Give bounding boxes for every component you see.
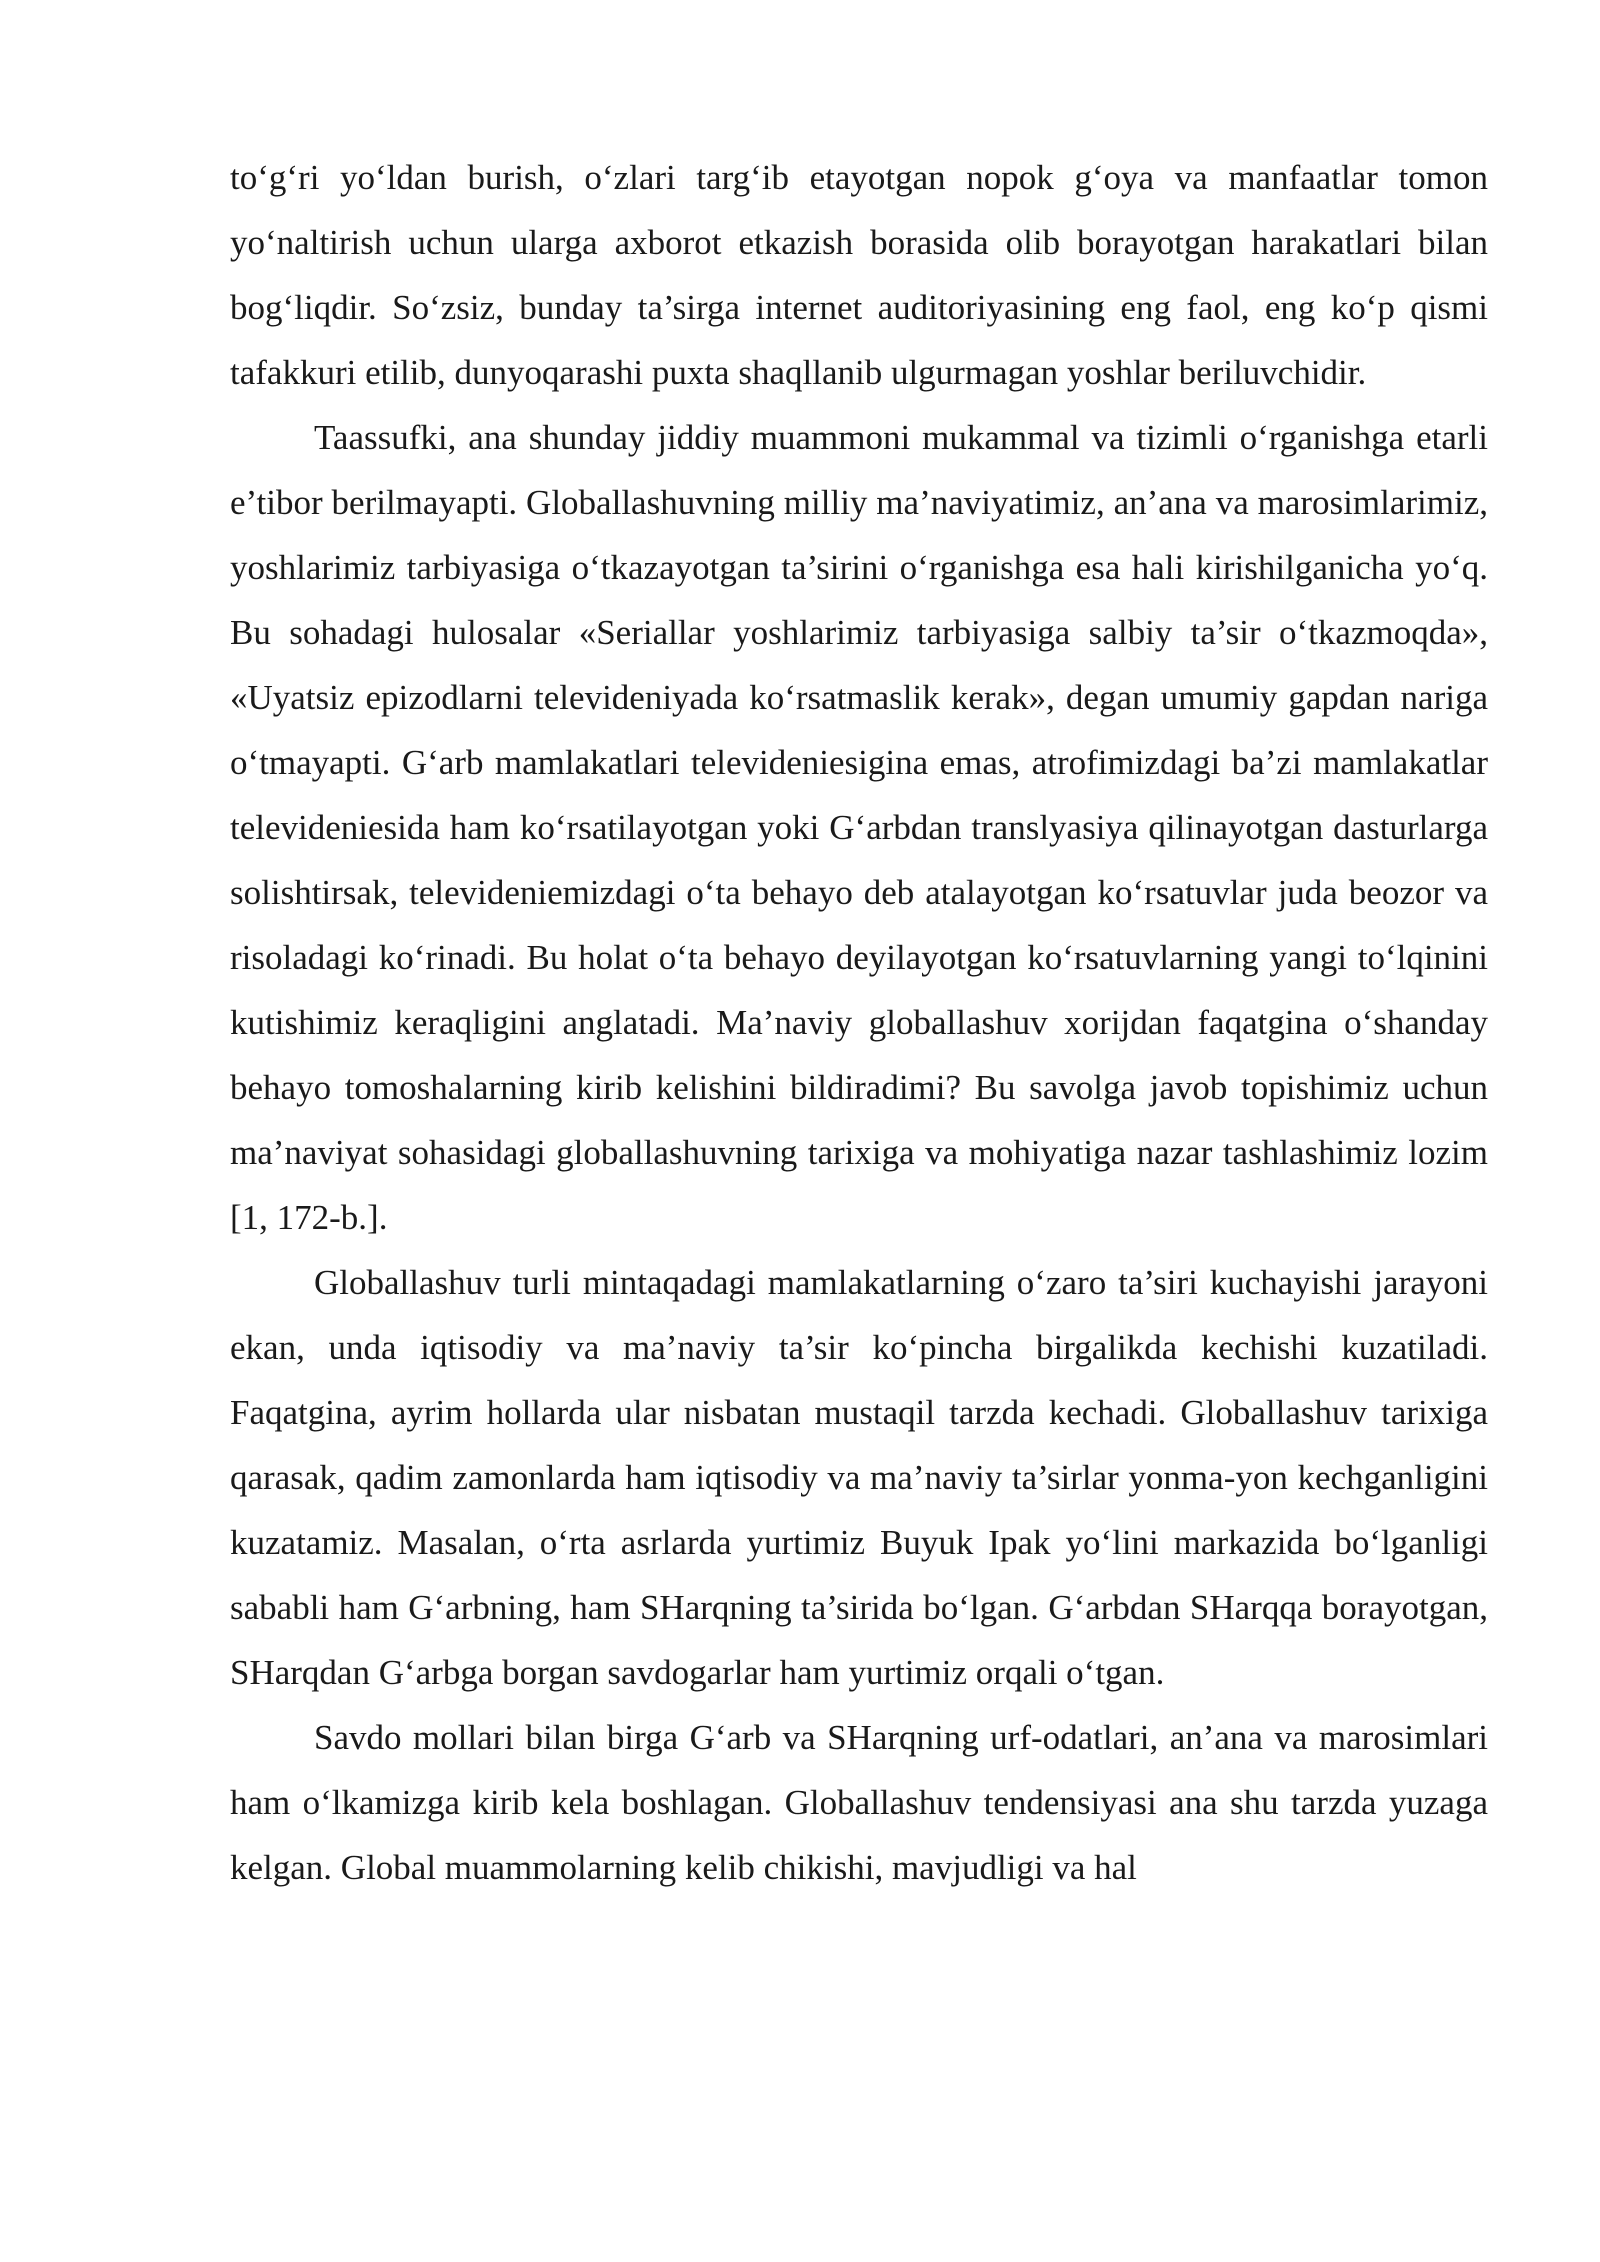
paragraph-continuation: to‘g‘ri yo‘ldan burish, o‘zlari targ‘ib etayotgan nopok g‘oya va manfaatlar tomon yo‘naltirish uchun ularga axborot etkazish borasida olib borayotgan harakatlari bilan bog‘liqdir. So‘zsiz, bunday ta’sirga internet auditoriyasining eng faol, eng ko‘p qismi tafakkuri etilib, dunyoqarashi puxta shaqllanib ulgurmagan yoshlar beriluvchidir. [230,158,1488,392]
paragraph-taassufki: Taassufki, ana shunday jiddiy muammoni mukammal va tizimli o‘rganishga etarli e’tibor berilmayapti. Globallashuvning milliy ma’naviyatimiz, an’ana va marosimlarimiz, yoshlarimiz tarbiyasiga o‘tkazayotgan ta’sirini o‘rganishga esa hali kirishilganicha yo‘q. Bu sohadagi hulosalar «Seriallar yoshlarimiz tarbiyasiga salbiy ta’sir o‘tkazmoqda», «Uyatsiz epizodlarni televideniyada ko‘rsatmaslik kerak», degan umumiy gapdan nariga o‘tmayapti. G‘arb mamlakatlari televideniesigina emas, atrofimizdagi ba’zi mamlakatlar televideniesida ham ko‘rsatilayotgan yoki G‘arbdan translyasiya qilinayotgan dasturlarga solishtirsak, televideniemizdagi o‘ta behayo deb atalayotgan ko‘rsatuvlar juda beozor va risoladagi ko‘rinadi. Bu holat o‘ta behayo deyilayotgan ko‘rsatuvlarning yangi to‘lqinini kutishimiz keraqligini anglatadi. Ma’naviy globallashuv xorijdan faqatgina o‘shanday behayo tomoshalarning kirib kelishini bildiradimi? Bu savolga javob topishimiz uchun ma’naviyat sohasidagi globallashuvning tarixiga va mohiyatiga nazar tashlashimiz lozim [1, 172-b.]. [230,418,1488,1237]
paragraph-globallashuv: Globallashuv turli mintaqadagi mamlakatlarning o‘zaro ta’siri kuchayishi jarayoni ekan, unda iqtisodiy va ma’naviy ta’sir ko‘pincha birgalikda kechishi kuzatiladi. Faqatgina, ayrim hollarda ular nisbatan mustaqil tarzda kechadi. Globallashuv tarixiga qarasak, qadim zamonlarda ham iqtisodiy va ma’naviy ta’sirlar yonma-yon kechganligini kuzatamiz. Masalan, o‘rta asrlarda yurtimiz Buyuk Ipak yo‘lini markazida bo‘lganligi sababli ham G‘arbning, ham SHarqning ta’sirida bo‘lgan. G‘arbdan SHarqqa borayotgan, SHarqdan G‘arbga borgan savdogarlar ham yurtimiz orqali o‘tgan. [230,1263,1488,1692]
paragraph-savdo-mollari: Savdo mollari bilan birga G‘arb va SHarqning urf-odatlari, an’ana va marosimlari ham o‘lkamizga kirib kela boshlagan. Globallashuv tendensiyasi ana shu tarzda yuzaga kelgan. Global muammolarning kelib chikishi, mavjudligi va hal [230,1718,1488,1887]
document-body [230,145,1488,1900]
